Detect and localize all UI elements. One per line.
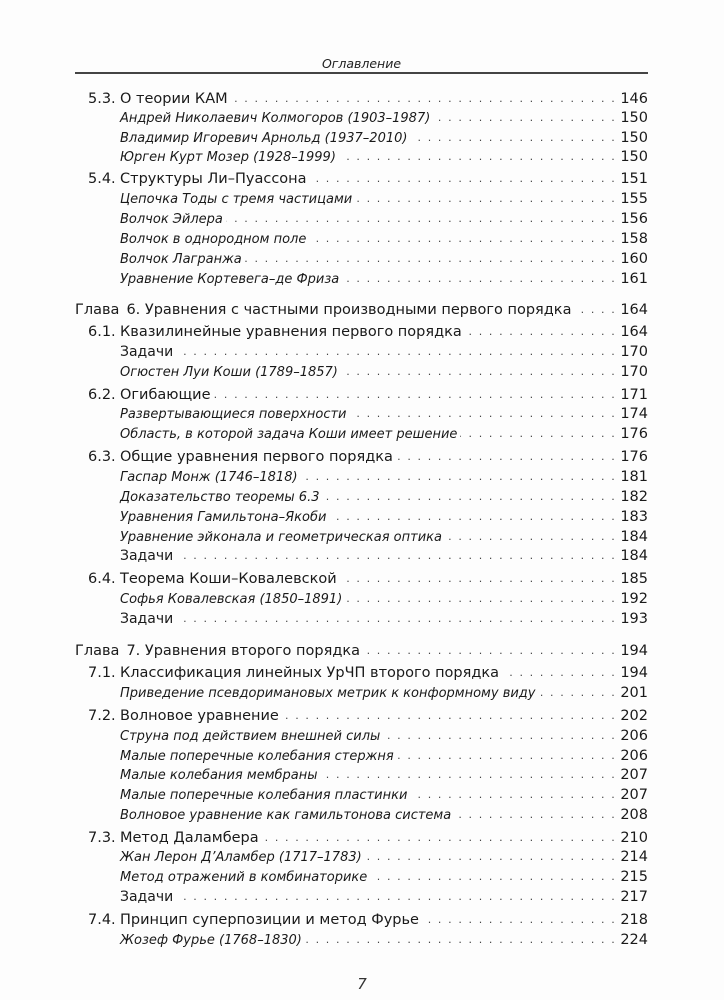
subsection-title: Андрей Николаевич Колмогоров (1903–1987) (120, 110, 431, 126)
page-ref: 207 (620, 787, 648, 803)
section-number: 6.4. (88, 571, 116, 587)
subsection-title: Задачи (120, 611, 174, 627)
chapter-number: 6. (126, 302, 141, 318)
page-ref: 184 (620, 548, 648, 564)
dot-leader (365, 847, 617, 867)
toc-entry-label (75, 850, 362, 865)
dot-leader (433, 108, 616, 128)
section-title: Структуры Ли–Пуассона (120, 171, 307, 187)
toc-entry-label (75, 912, 419, 928)
subsection-title: Софья Ковалевская (1850–1891) (120, 591, 343, 607)
page-ref: 170 (620, 364, 648, 380)
toc-entry-label (75, 530, 442, 545)
toc-section[interactable] (75, 663, 648, 683)
dot-leader (363, 641, 616, 661)
subsection-title: Малые поперечные колебания пластинки (120, 787, 408, 803)
page-ref: 170 (620, 344, 648, 360)
dot-leader (422, 910, 616, 930)
page-ref: 206 (620, 728, 648, 744)
toc-subsection[interactable] (75, 362, 648, 382)
toc-subsection[interactable] (75, 467, 648, 487)
toc-entry-label (75, 749, 394, 764)
dot-leader (396, 447, 616, 467)
section-title: Классификация линейных УрЧП второго порядка (120, 665, 500, 681)
dot-leader (342, 269, 616, 289)
toc-subsection[interactable] (75, 867, 648, 887)
dot-leader (305, 930, 616, 950)
toc-entry-label (75, 490, 319, 505)
page-ref: 201 (620, 685, 648, 701)
toc-entry-label (75, 407, 347, 422)
chapter-word: Глава (75, 302, 120, 318)
toc-subsection[interactable] (75, 108, 648, 128)
toc-entry-label (75, 830, 259, 846)
toc-subsection[interactable] (75, 269, 648, 289)
page-ref: 156 (620, 211, 648, 227)
subsection-title: Струна под действием внешней силы (120, 728, 381, 744)
dot-leader (355, 189, 616, 209)
page-ref: 217 (620, 889, 648, 905)
dot-leader (176, 546, 616, 566)
toc-entry-label (75, 91, 228, 107)
subsection-title: Цепочка Тоды с тремя частицами (120, 191, 353, 207)
dot-leader (460, 424, 616, 444)
dot-leader (410, 785, 616, 805)
toc-entry-label (75, 548, 173, 564)
subsection-title: Волновое уравнение как гамильтонова система (120, 807, 452, 823)
toc-entry-label (75, 232, 306, 247)
dot-leader (350, 404, 617, 424)
dot-leader (231, 89, 617, 109)
subsection-title: Волчок в однородном поле (120, 231, 307, 247)
toc-entry-label (75, 344, 173, 360)
section-title: Огибающие (120, 387, 211, 403)
page-ref: 155 (620, 191, 648, 207)
section-number: 7.3. (88, 830, 116, 846)
dot-leader (301, 467, 617, 487)
page-ref: 150 (620, 149, 648, 165)
dot-leader (465, 322, 617, 342)
dot-leader (226, 209, 616, 229)
toc-subsection[interactable] (75, 229, 648, 249)
page-ref: 194 (620, 643, 648, 659)
page-ref: 210 (620, 830, 648, 846)
subsection-title: Приведение псевдоримановых метрик к конформному виду (120, 685, 536, 701)
section-number: 6.2. (88, 387, 116, 403)
page-ref: 151 (620, 171, 648, 187)
chapter-word: Глава (75, 643, 120, 659)
dot-leader (214, 385, 617, 405)
section-number: 6.3. (88, 449, 116, 465)
toc-subsection[interactable] (75, 746, 648, 766)
toc-entry-label (75, 571, 337, 587)
toc-subsection[interactable] (75, 404, 648, 424)
dot-leader (454, 805, 616, 825)
toc-entry-label (75, 708, 279, 724)
dot-leader (176, 342, 616, 362)
subsection-title: Задачи (120, 548, 174, 564)
toc-entry-label (75, 788, 407, 803)
toc-subsection[interactable] (75, 847, 648, 867)
toc-entry-label (75, 272, 339, 287)
section-title: Теорема Коши–Ковалевской (120, 571, 337, 587)
page-ref: 208 (620, 807, 648, 823)
subsection-title: Гаспар Монж (1746–1818) (120, 469, 298, 485)
toc-chapter[interactable] (75, 641, 648, 661)
toc-subsection[interactable] (75, 930, 648, 950)
dot-leader (410, 128, 616, 148)
toc-entry-label (75, 665, 499, 681)
dot-leader (321, 765, 617, 785)
section-number: 7.4. (88, 912, 116, 928)
toc-subsection[interactable] (75, 189, 648, 209)
subsection-title: Жан Лерон Д’Аламбер (1717–1783) (120, 849, 362, 865)
dot-leader (397, 746, 617, 766)
subsection-title: Владимир Игоревич Арнольд (1937–2010) (120, 130, 408, 146)
dot-leader (574, 300, 616, 320)
page-ref: 171 (620, 387, 648, 403)
toc-subsection[interactable] (75, 765, 648, 785)
dot-leader (345, 589, 616, 609)
toc-section[interactable] (75, 385, 648, 405)
toc-subsection[interactable] (75, 342, 648, 362)
toc-subsection[interactable] (75, 507, 648, 527)
subsection-title: Малые поперечные колебания стержня (120, 748, 394, 764)
toc-entry-label (75, 387, 211, 403)
toc-subsection[interactable] (75, 683, 648, 703)
dot-leader (370, 867, 616, 887)
page-ref: 164 (620, 302, 648, 318)
dot-leader (445, 527, 616, 547)
section-number: 5.3. (88, 91, 116, 107)
section-number: 7.2. (88, 708, 116, 724)
page-ref: 160 (620, 251, 648, 267)
toc-subsection[interactable] (75, 249, 648, 269)
dot-leader (176, 887, 616, 907)
toc-entry-label (75, 510, 326, 525)
toc-section[interactable] (75, 89, 648, 109)
page-ref: 181 (620, 469, 648, 485)
subsection-title: Область, в которой задача Коши имеет решение (120, 426, 458, 442)
section-number: 7.1. (88, 665, 116, 681)
toc-section[interactable] (75, 910, 648, 930)
page-ref: 150 (620, 130, 648, 146)
page-ref: 192 (620, 591, 648, 607)
page-ref: 207 (620, 767, 648, 783)
toc-subsection[interactable] (75, 546, 648, 566)
dot-leader (329, 507, 616, 527)
toc-subsection[interactable] (75, 805, 648, 825)
toc-section[interactable] (75, 447, 648, 467)
dot-leader (309, 229, 616, 249)
toc-entry-label (75, 365, 338, 380)
toc-section[interactable] (75, 828, 648, 848)
toc-subsection[interactable] (75, 487, 648, 507)
page-ref: 158 (620, 231, 648, 247)
subsection-title: Огюстен Луи Коши (1789–1857) (120, 364, 338, 380)
dot-leader (310, 169, 617, 189)
dot-leader (262, 828, 617, 848)
toc-subsection[interactable] (75, 785, 648, 805)
toc-subsection[interactable] (75, 147, 648, 167)
section-title: Общие уравнения первого порядка (120, 449, 393, 465)
page-ref: 176 (620, 449, 648, 465)
section-title: Квазилинейные уравнения первого порядка (120, 324, 462, 340)
page-ref: 224 (620, 932, 648, 948)
subsection-title: Юрген Курт Мозер (1928–1999) (120, 149, 336, 165)
toc-subsection[interactable] (75, 726, 648, 746)
page-ref: 161 (620, 271, 648, 287)
page-ref: 182 (620, 489, 648, 505)
page-ref: 174 (620, 406, 648, 422)
page-number: 7 (357, 975, 367, 993)
toc-subsection[interactable] (75, 128, 648, 148)
subsection-title: Задачи (120, 344, 174, 360)
toc-entry-label (75, 643, 360, 659)
toc-section[interactable] (75, 169, 648, 189)
section-title: Волновое уравнение (120, 708, 279, 724)
subsection-title: Волчок Эйлера (120, 211, 223, 227)
dot-leader (539, 683, 617, 703)
toc-entry-label (75, 324, 462, 340)
toc-entry-label (75, 768, 318, 783)
subsection-title: Метод отражений в комбинаторике (120, 869, 368, 885)
toc-entry-label (75, 427, 457, 442)
toc-entry-label (75, 252, 242, 267)
toc-entry-label (75, 729, 380, 744)
section-number: 5.4. (88, 171, 116, 187)
toc-subsection[interactable] (75, 887, 648, 907)
toc-entry-label (75, 889, 173, 905)
subsection-title: Уравнение Кортевега–де Фриза (120, 271, 340, 287)
subsection-title: Уравнение эйконала и геометрическая оптика (120, 529, 442, 545)
toc-entry-label (75, 192, 352, 207)
toc-entry-label (75, 171, 307, 187)
chapter-title: Уравнения с частными производными первого порядка (144, 302, 572, 318)
chapter-number: 7. (126, 643, 141, 659)
toc-entry-label (75, 150, 336, 165)
toc-subsection[interactable] (75, 589, 648, 609)
page-ref: 150 (620, 110, 648, 126)
page-ref: 164 (620, 324, 648, 340)
toc-entry-label (75, 870, 367, 885)
dot-leader (282, 706, 616, 726)
dot-leader (341, 362, 616, 382)
subsection-title: Уравнения Гамильтона–Якоби (120, 509, 327, 525)
page-ref: 214 (620, 849, 648, 865)
toc-entry-label (75, 302, 571, 318)
page-ref: 146 (620, 91, 648, 107)
page-ref: 218 (620, 912, 648, 928)
subsection-title: Жозеф Фурье (1768–1830) (120, 932, 302, 948)
page-ref: 176 (620, 426, 648, 442)
running-header: Оглавление (321, 56, 402, 71)
page-ref: 215 (620, 869, 648, 885)
page-ref: 185 (620, 571, 648, 587)
subsection-title: Доказательство теоремы 6.3 (120, 489, 320, 505)
toc-entry-label (75, 212, 223, 227)
toc-entry-label (75, 686, 536, 701)
section-title: О теории КАМ (120, 91, 228, 107)
dot-leader (339, 147, 616, 167)
section-title: Принцип суперпозиции и метод Фурье (120, 912, 419, 928)
section-number: 6.1. (88, 324, 116, 340)
dot-leader (245, 249, 617, 269)
toc-section[interactable] (75, 569, 648, 589)
page-ref: 184 (620, 529, 648, 545)
toc-entry-label (75, 111, 430, 126)
toc-entry-label (75, 449, 393, 465)
subsection-title: Задачи (120, 889, 174, 905)
toc-subsection[interactable] (75, 424, 648, 444)
toc-chapter[interactable] (75, 300, 648, 320)
subsection-title: Малые колебания мембраны (120, 767, 318, 783)
toc-subsection[interactable] (75, 527, 648, 547)
toc-section[interactable] (75, 322, 648, 342)
toc-entry-label (75, 933, 302, 948)
toc-subsection[interactable] (75, 209, 648, 229)
toc-section[interactable] (75, 706, 648, 726)
subsection-title: Развертывающиеся поверхности (120, 406, 347, 422)
page-ref: 183 (620, 509, 648, 525)
toc-entry-label (75, 131, 407, 146)
dot-leader (340, 569, 617, 589)
dot-leader (502, 663, 616, 683)
page-ref: 193 (620, 611, 648, 627)
subsection-title: Волчок Лагранжа (120, 251, 242, 267)
dot-leader (322, 487, 616, 507)
dot-leader (176, 609, 616, 629)
chapter-title: Уравнения второго порядка (144, 643, 360, 659)
toc-entry-label (75, 592, 342, 607)
header-rule (75, 72, 648, 74)
toc-entry-label (75, 611, 173, 627)
toc-entry-label (75, 470, 298, 485)
page-ref: 206 (620, 748, 648, 764)
page-ref: 194 (620, 665, 648, 681)
section-title: Метод Даламбера (120, 830, 259, 846)
toc-entry-label (75, 808, 451, 823)
page-ref: 202 (620, 708, 648, 724)
toc-subsection[interactable] (75, 609, 648, 629)
dot-leader (383, 726, 616, 746)
